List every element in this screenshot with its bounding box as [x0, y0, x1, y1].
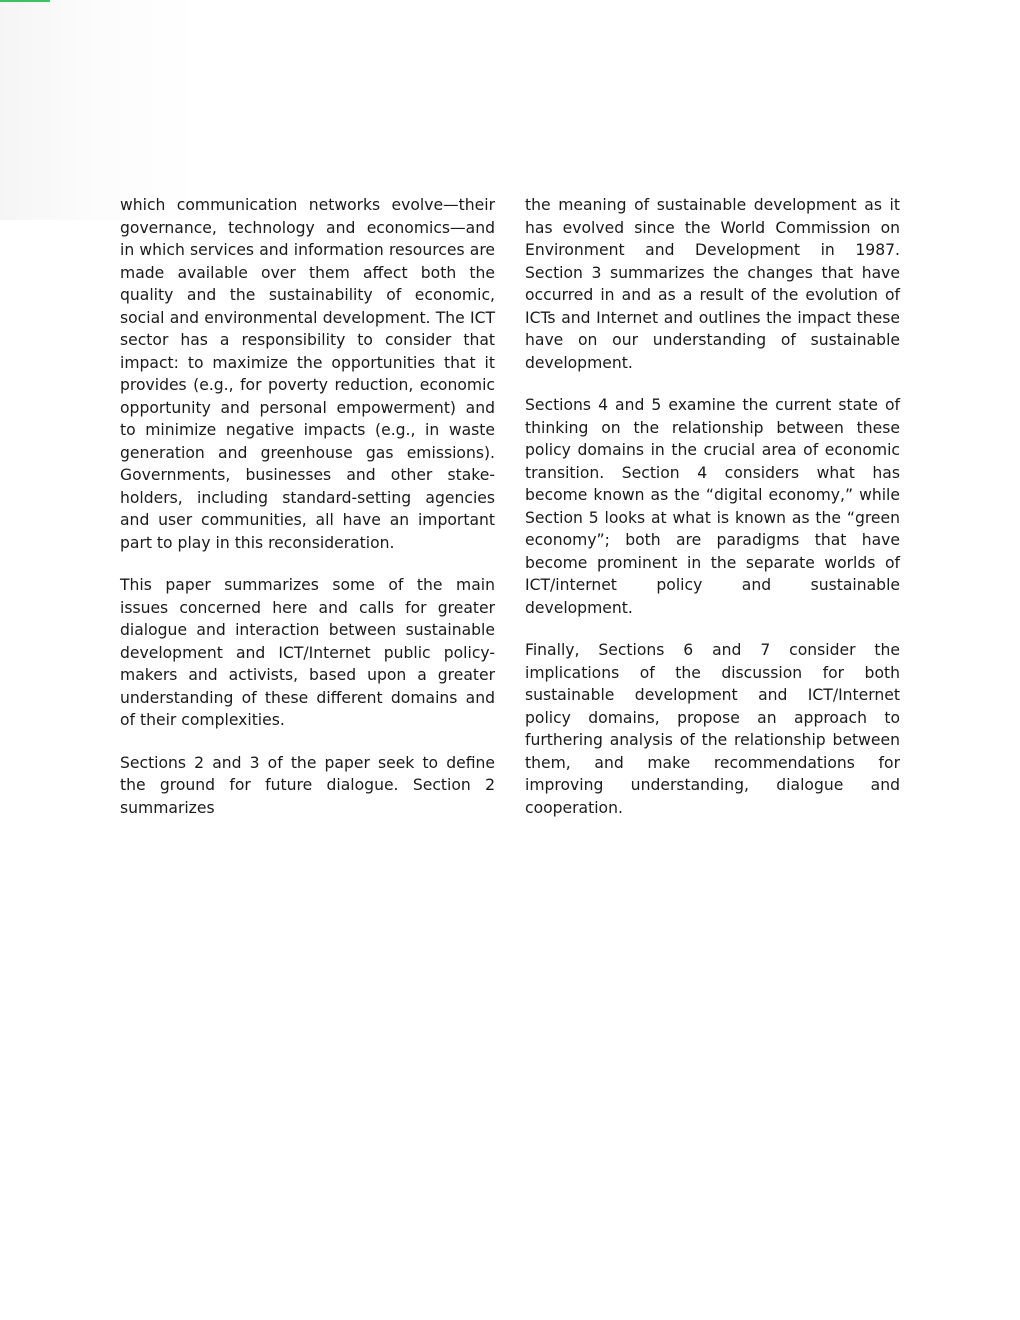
left-paragraph-2: This paper summarizes some of the main issues concerned here and calls for greater dialogue and interaction between sustainable development and ICT/Internet public policy-makers and activists, based upon a greater understanding of these different domains and of their complexities. [120, 576, 495, 729]
left-text-column [120, 194, 495, 839]
right-text-column [525, 194, 900, 839]
right-paragraph-3: Finally, Sections 6 and 7 consider the implications of the discussion for both sustainable development and ICT/Internet policy domains, propose an approach to furthering analysis of the relationship between them, and make recommendations for improving understanding, dialogue and cooperation. [525, 641, 900, 817]
right-paragraph-2: Sections 4 and 5 examine the current state of thinking on the relationship between these policy domains in the crucial area of economic transition. Section 4 considers what has become known as the “digital economy,” while Section 5 looks at what is known as the “green economy”; both are paradigms that have become prominent in the separate worlds of ICT/internet policy and sustainable development. [525, 396, 900, 617]
green-accent-bar [0, 0, 50, 2]
left-paragraph-1: which communication networks evolve—their governance, technology and economics—and in which services and information resources are made available over them affect both the quality and the sustainability of economic, social and environmental development. The ICT sector has a responsibility to consider that impact: to maximize the opportunities that it provides (e.g., for poverty reduction, economic opportunity and personal empowerment) and to minimize negative impacts (e.g., in waste generation and greenhouse gas emissions). Governments, businesses and other stake-holders, including standard-setting agencies and user communities, all have an important part to play in this reconsideration. [120, 196, 495, 552]
right-paragraph-1: the meaning of sustainable development as it has evolved since the World Commission on Environment and Development in 1987. Section 3 summarizes the changes that have occurred in and as a result of the evolution of ICTs and Internet and outlines the impact these have on our understanding of sustainable development. [525, 196, 900, 372]
header-fade-region [0, 0, 1020, 220]
left-paragraph-3: Sections 2 and 3 of the paper seek to define the ground for future dialogue. Section 2 summarizes [120, 753, 495, 817]
